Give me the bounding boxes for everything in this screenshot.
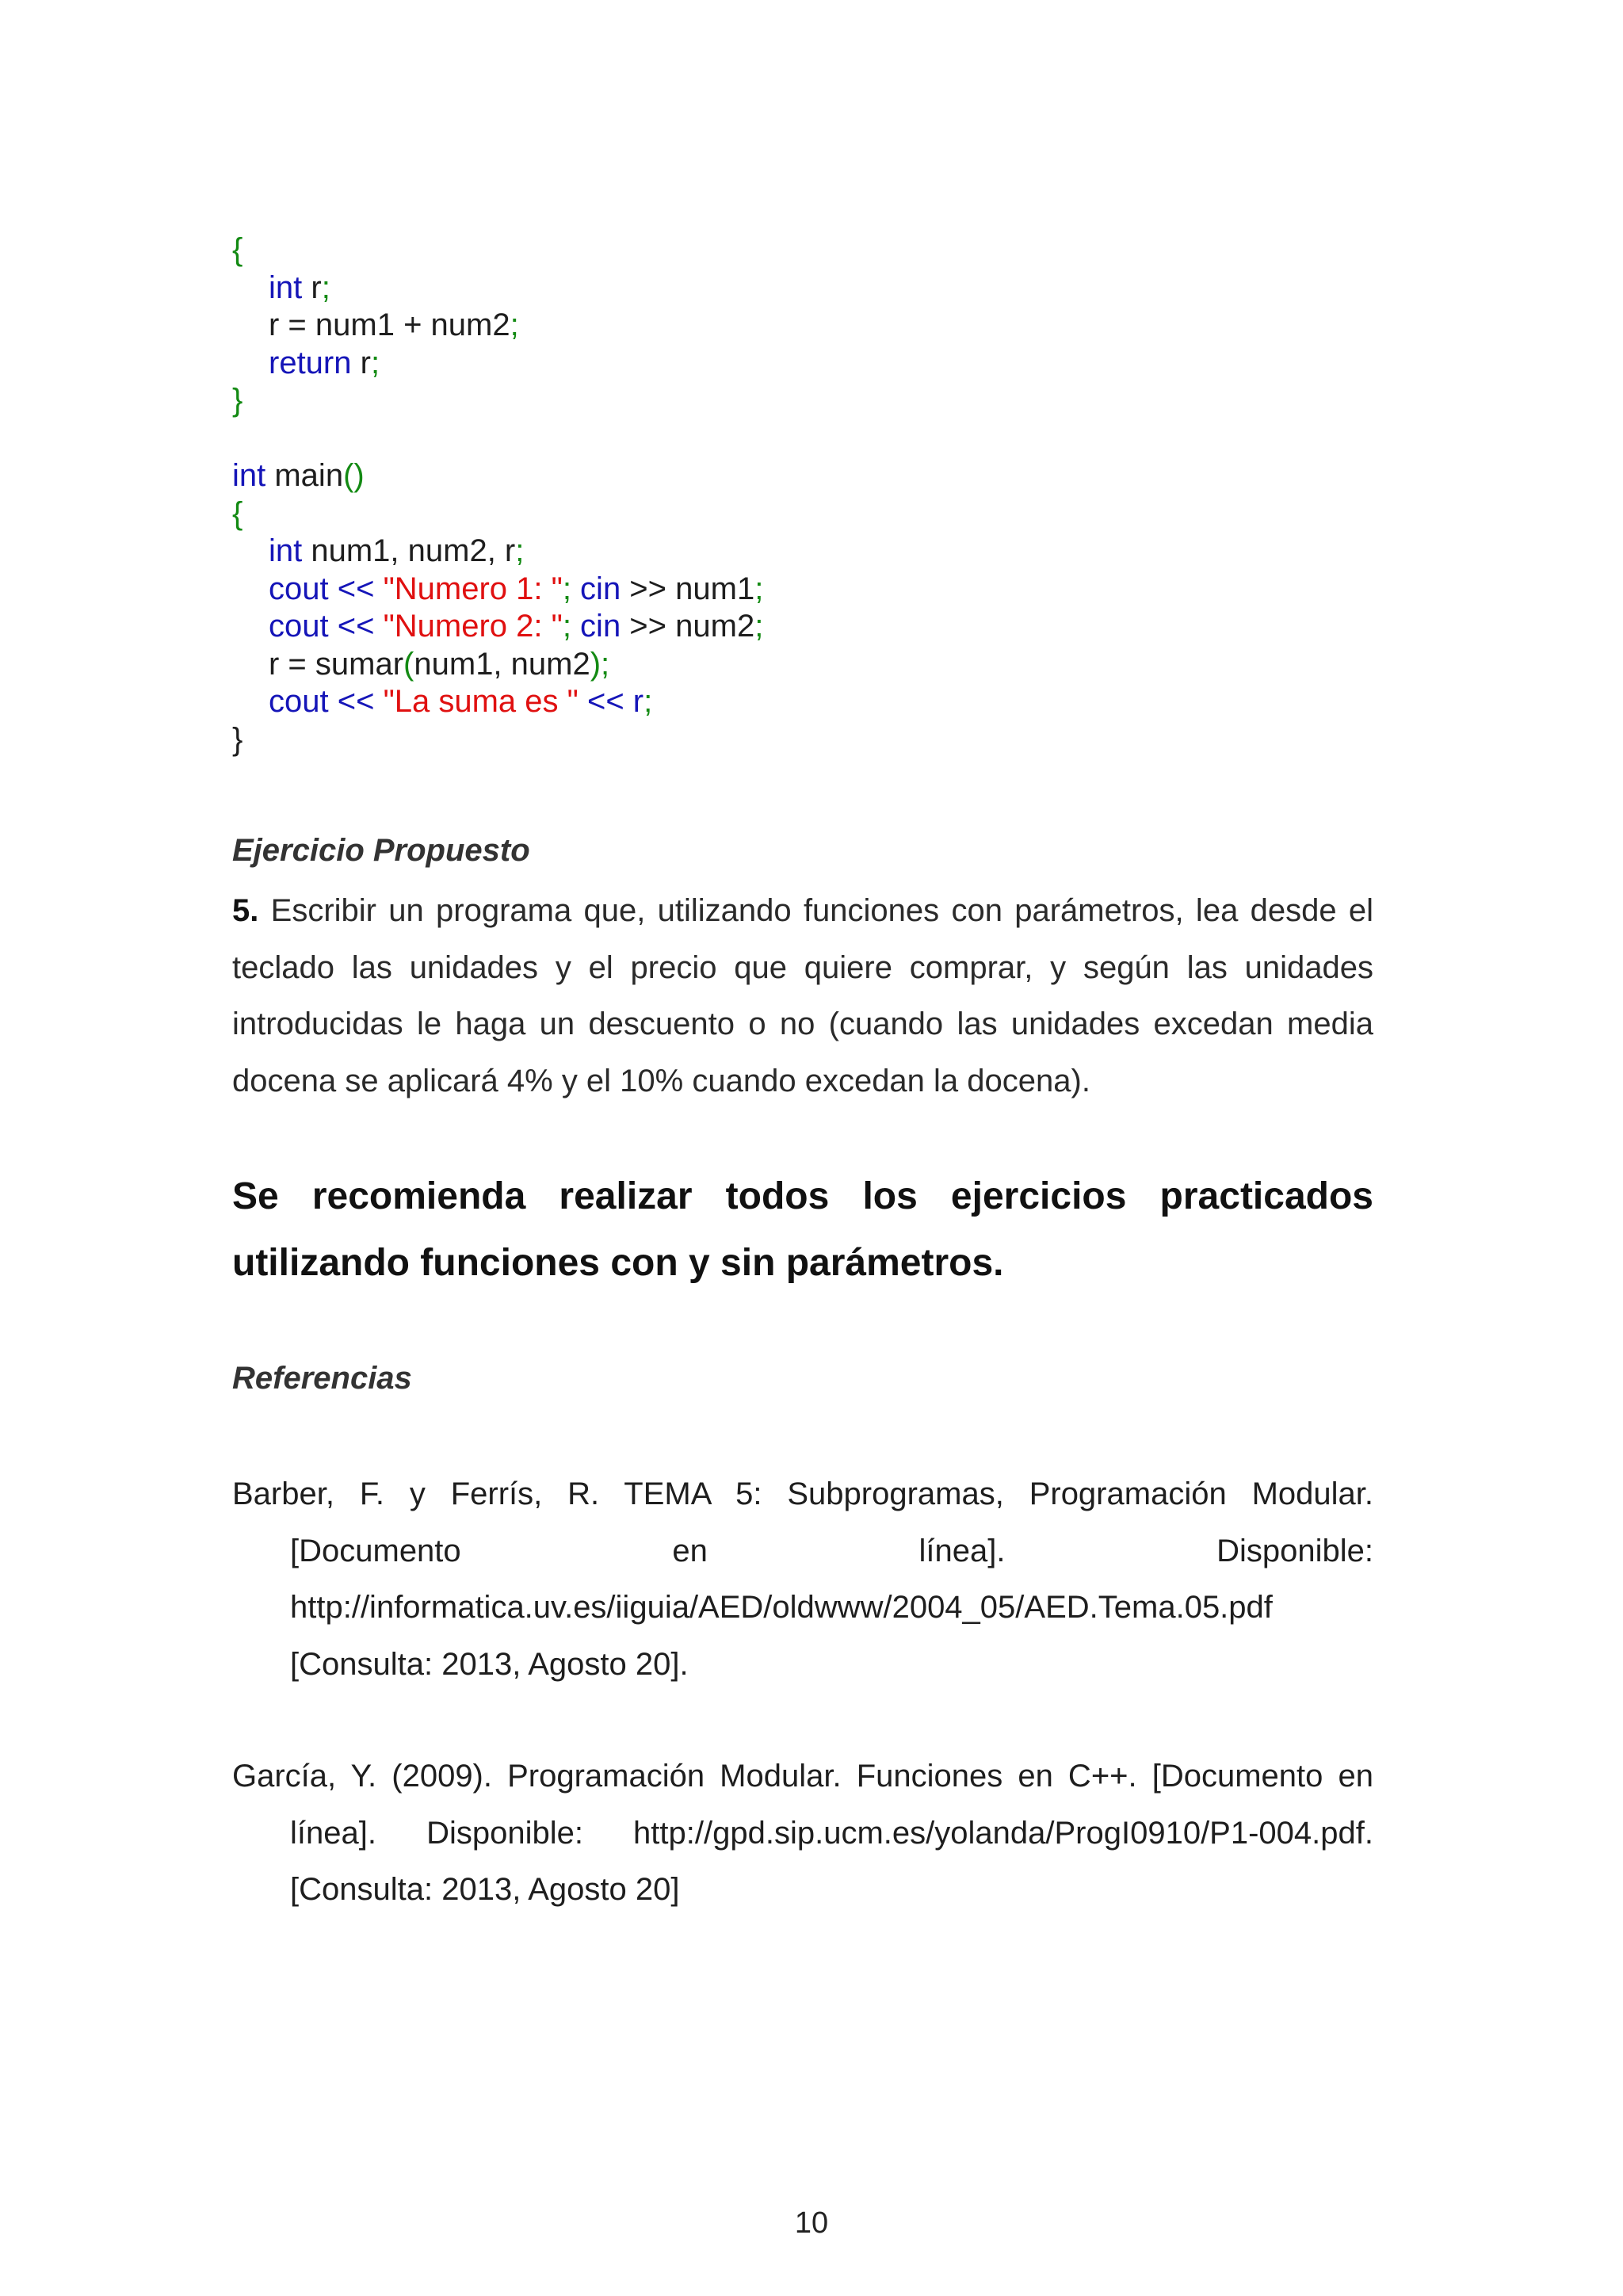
code-line xyxy=(232,646,763,684)
code-token: int xyxy=(269,269,303,305)
code-token: << r xyxy=(578,684,644,719)
code-token: >> num2 xyxy=(621,609,755,644)
code-line xyxy=(232,231,763,269)
code-token: int xyxy=(269,533,303,568)
code-line xyxy=(232,495,763,533)
code-line xyxy=(232,382,763,420)
code-token: ; xyxy=(754,609,764,644)
code-token: main xyxy=(265,458,344,493)
code-line xyxy=(232,345,763,383)
code-token: num1, num2, r xyxy=(302,533,516,568)
code-token: ; xyxy=(754,571,764,606)
code-token: ) xyxy=(590,646,601,682)
code-token: int xyxy=(232,458,266,493)
code-token: ; xyxy=(562,571,571,606)
recommendation-text: Se recomienda realizar todos los ejercicios practicados utilizando funciones con y sin parámetros. xyxy=(232,1175,1373,1284)
code-line xyxy=(232,269,763,308)
code-token: << xyxy=(328,684,384,719)
code-line xyxy=(232,608,763,646)
code-token: "Numero 1: " xyxy=(383,571,563,606)
code-token: r = num1 + num2 xyxy=(269,308,510,342)
code-token: ; xyxy=(601,646,610,682)
exercise-heading: Ejercicio Propuesto xyxy=(232,833,530,868)
code-token: ; xyxy=(515,533,525,568)
code-token: r xyxy=(351,345,371,380)
reference-line: [Documento en línea]. Disponible: xyxy=(290,1533,1373,1568)
code-token: } xyxy=(232,383,243,418)
reference-line: Barber, F. y Ferrís, R. TEMA 5: Subprogramas, Programación Modular. xyxy=(232,1477,1373,1511)
code-token: "Numero 2: " xyxy=(383,609,563,644)
code-line xyxy=(232,457,763,495)
code-token: << xyxy=(328,609,384,644)
code-line xyxy=(232,533,763,571)
code-token: } xyxy=(232,721,243,757)
code-line xyxy=(232,683,763,721)
code-token: cin xyxy=(571,609,621,644)
code-block xyxy=(232,231,763,758)
code-token: { xyxy=(232,232,243,267)
reference-line: [Consulta: 2013, Agosto 20] xyxy=(290,1872,680,1907)
code-token: << xyxy=(328,571,384,606)
reference-line: línea]. Disponible: http://gpd.sip.ucm.es/yolanda/ProgI0910/P1-004.pdf. xyxy=(290,1815,1373,1851)
exercise-text: Escribir un programa que, utilizando funciones con parámetros, lea desde el teclado las unidades y el precio que quiere comprar, y según las unidades introducidas le haga un descuento o no (cuando las unidades excedan media docena se aplicará 4% y el 10% cuando excedan la docena). xyxy=(232,893,1373,1098)
code-line xyxy=(232,307,763,345)
code-token: { xyxy=(232,495,243,531)
references-heading: Referencias xyxy=(232,1361,412,1396)
reference-entry-1 xyxy=(232,1466,1373,1693)
code-token: ; xyxy=(510,308,519,342)
code-token: ( xyxy=(403,646,414,682)
reference-line: [Consulta: 2013, Agosto 20]. xyxy=(290,1646,689,1682)
page-number: 10 xyxy=(794,2206,829,2240)
code-token: ; xyxy=(370,345,380,380)
code-token: "La suma es " xyxy=(383,684,579,719)
code-token: num1, num2 xyxy=(414,646,590,682)
code-token: cout xyxy=(269,684,329,719)
code-token: r = sumar xyxy=(269,646,404,682)
code-line xyxy=(232,571,763,609)
code-token: ; xyxy=(643,684,653,719)
code-token: r xyxy=(302,269,322,305)
code-line xyxy=(232,721,763,759)
code-token: ; xyxy=(321,269,330,305)
reference-line: García, Y. (2009). Programación Modular. Funciones en C++. [Documento en xyxy=(232,1759,1373,1794)
code-token: cout xyxy=(269,609,329,644)
exercise-paragraph xyxy=(232,883,1373,1110)
code-token: return xyxy=(269,345,352,380)
code-token: ; xyxy=(562,609,571,644)
exercise-number: 5. xyxy=(232,893,259,928)
code-token: >> num1 xyxy=(621,571,755,606)
reference-url[interactable]: http://informatica.uv.es/iiguia/AED/oldwww/2004_05/AED.Tema.05.pdf xyxy=(290,1590,1273,1625)
code-token: cout xyxy=(269,571,329,606)
code-token: cin xyxy=(571,571,621,606)
code-token: () xyxy=(343,458,365,493)
reference-entry-2 xyxy=(232,1748,1373,1919)
